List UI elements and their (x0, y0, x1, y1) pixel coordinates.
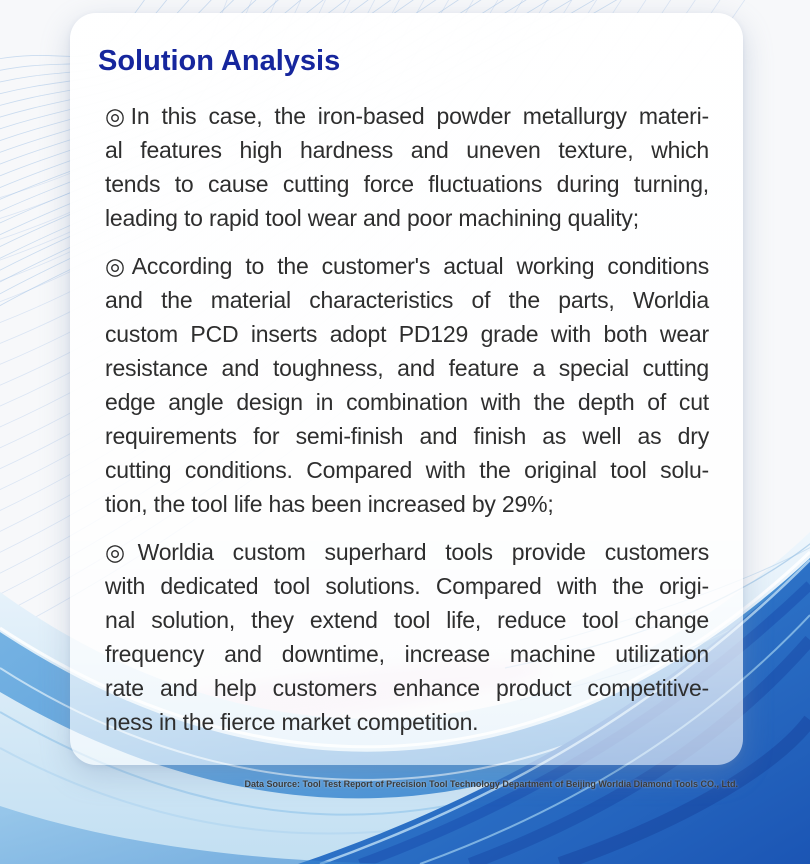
text-line: ◎In this case, the iron-based powder metallurgy materi- (105, 103, 709, 129)
text-line: ◎According to the customer's actual working conditions (105, 253, 709, 279)
text-line: nal solution, they extend tool life, reduce tool change (105, 607, 709, 633)
text-line: requirements for semi-finish and finish as well as dry (105, 423, 709, 449)
text-line: frequency and downtime, increase machine utilization (105, 641, 709, 667)
text-line: al features high hardness and uneven texture, which (105, 137, 709, 163)
body-paragraph (105, 249, 709, 521)
solution-analysis-card (70, 13, 743, 765)
text-line: with dedicated tool solutions. Compared with the origi- (105, 573, 709, 599)
page-title: Solution Analysis (98, 45, 341, 77)
text-line: cutting conditions. Compared with the original tool solu- (105, 457, 709, 483)
body-paragraph (105, 535, 709, 739)
text-line: ness in the fierce market competition. (105, 709, 479, 735)
text-line: and the material characteristics of the parts, Worldia (105, 287, 709, 313)
text-line: edge angle design in combination with the depth of cut (105, 389, 709, 415)
text-line: ◎Worldia custom superhard tools provide customers (105, 539, 709, 565)
text-line: rate and help customers enhance product competitive- (105, 675, 709, 701)
data-source-note: Data Source: Tool Test Report of Precision Tool Technology Department of Beijing Worldia Diamond Tools CO., Ltd. (244, 779, 738, 789)
text-line: tends to cause cutting force fluctuations during turning, (105, 171, 709, 197)
solution-paragraphs (105, 99, 709, 739)
text-line: custom PCD inserts adopt PD129 grade with both wear (105, 321, 709, 347)
text-line: resistance and toughness, and feature a special cutting (105, 355, 709, 381)
body-paragraph (105, 99, 709, 235)
text-line: leading to rapid tool wear and poor machining quality; (105, 205, 639, 231)
text-line: tion, the tool life has been increased by 29%; (105, 491, 554, 517)
